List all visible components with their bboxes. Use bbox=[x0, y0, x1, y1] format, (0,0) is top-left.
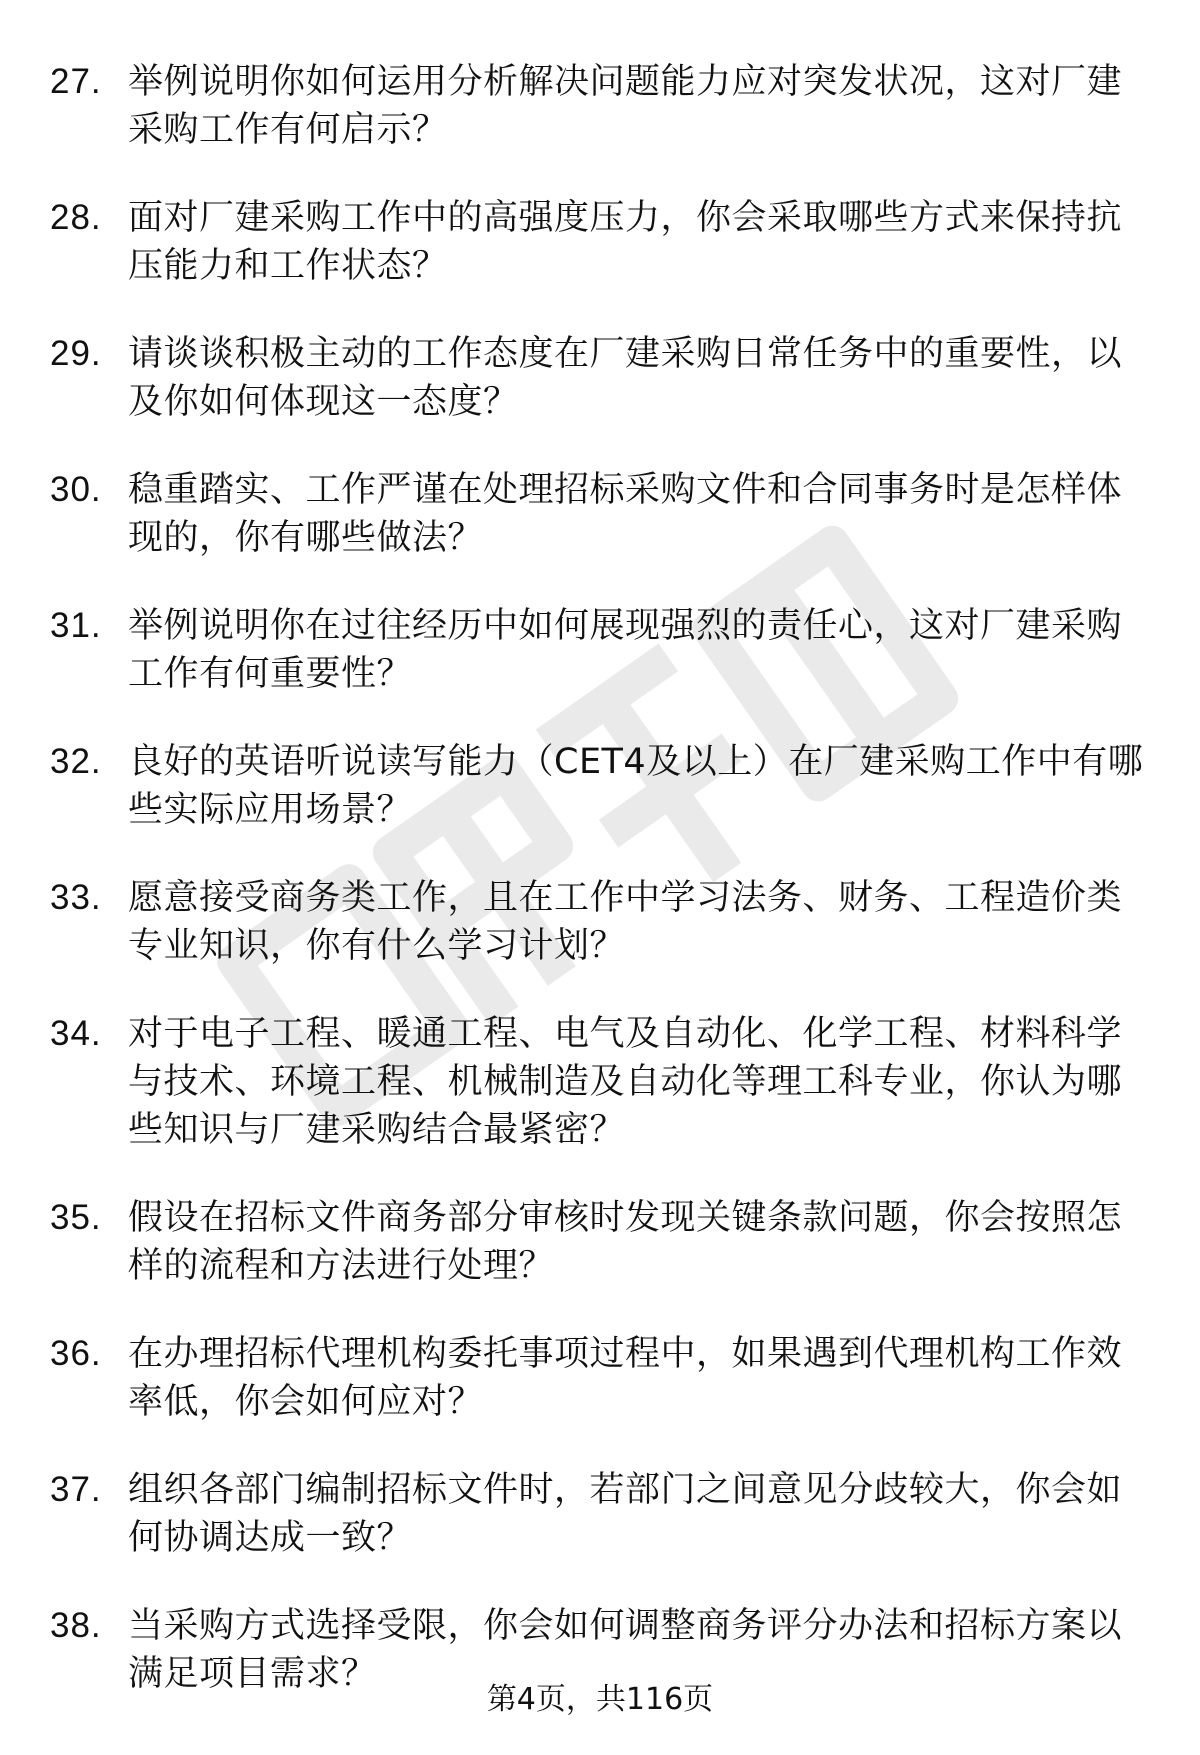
question-item bbox=[50, 1194, 1160, 1290]
question-number: 37. bbox=[50, 1470, 102, 1509]
question-text: 良好的英语听说读写能力（CET4及以上）在厂建采购工作中有哪些实际应用场景？ bbox=[128, 742, 1144, 830]
question-number: 31. bbox=[50, 606, 102, 645]
question-item bbox=[50, 1330, 1160, 1426]
question-text: 面对厂建采购工作中的高强度压力，你会采取哪些方式来保持抗压能力和工作状态？ bbox=[128, 198, 1123, 286]
question-item bbox=[50, 194, 1160, 290]
question-item bbox=[50, 738, 1160, 834]
question-text: 举例说明你如何运用分析解决问题能力应对突发状况，这对厂建采购工作有何启示？ bbox=[128, 62, 1123, 150]
question-item bbox=[50, 466, 1160, 562]
question-text: 请谈谈积极主动的工作态度在厂建采购日常任务中的重要性，以及你如何体现这一态度？ bbox=[128, 334, 1123, 422]
question-item bbox=[50, 602, 1160, 698]
page-footer: 第4页，共116页 bbox=[486, 1682, 714, 1717]
question-item bbox=[50, 1010, 1160, 1154]
question-number: 29. bbox=[50, 334, 102, 373]
question-text: 当采购方式选择受限，你会如何调整商务评分办法和招标方案以满足项目需求？ bbox=[128, 1606, 1123, 1694]
question-item bbox=[50, 874, 1160, 970]
question-number: 28. bbox=[50, 198, 102, 237]
question-text: 组织各部门编制招标文件时，若部门之间意见分歧较大，你会如何协调达成一致？ bbox=[128, 1470, 1123, 1558]
question-text: 在办理招标代理机构委托事项过程中，如果遇到代理机构工作效率低，你会如何应对？ bbox=[128, 1334, 1123, 1422]
question-text: 假设在招标文件商务部分审核时发现关键条款问题，你会按照怎样的流程和方法进行处理？ bbox=[128, 1198, 1123, 1286]
question-text: 举例说明你在过往经历中如何展现强烈的责任心，这对厂建采购工作有何重要性？ bbox=[128, 606, 1123, 694]
question-number: 38. bbox=[50, 1606, 102, 1645]
question-text: 稳重踏实、工作严谨在处理招标采购文件和合同事务时是怎样体现的，你有哪些做法？ bbox=[128, 470, 1123, 558]
question-text: 愿意接受商务类工作，且在工作中学习法务、财务、工程造价类专业知识，你有什么学习计划？ bbox=[128, 878, 1123, 966]
question-number: 27. bbox=[50, 62, 102, 101]
question-list bbox=[50, 58, 1160, 1738]
question-item bbox=[50, 330, 1160, 426]
question-number: 33. bbox=[50, 878, 102, 917]
question-item bbox=[50, 1466, 1160, 1562]
question-number: 32. bbox=[50, 742, 102, 781]
question-item bbox=[50, 58, 1160, 154]
question-number: 36. bbox=[50, 1334, 102, 1373]
question-number: 30. bbox=[50, 470, 102, 509]
question-number: 34. bbox=[50, 1014, 102, 1053]
question-text: 对于电子工程、暖通工程、电气及自动化、化学工程、材料科学与技术、环境工程、机械制造及自动化等理工科专业，你认为哪些知识与厂建采购结合最紧密？ bbox=[128, 1014, 1123, 1150]
question-number: 35. bbox=[50, 1198, 102, 1237]
